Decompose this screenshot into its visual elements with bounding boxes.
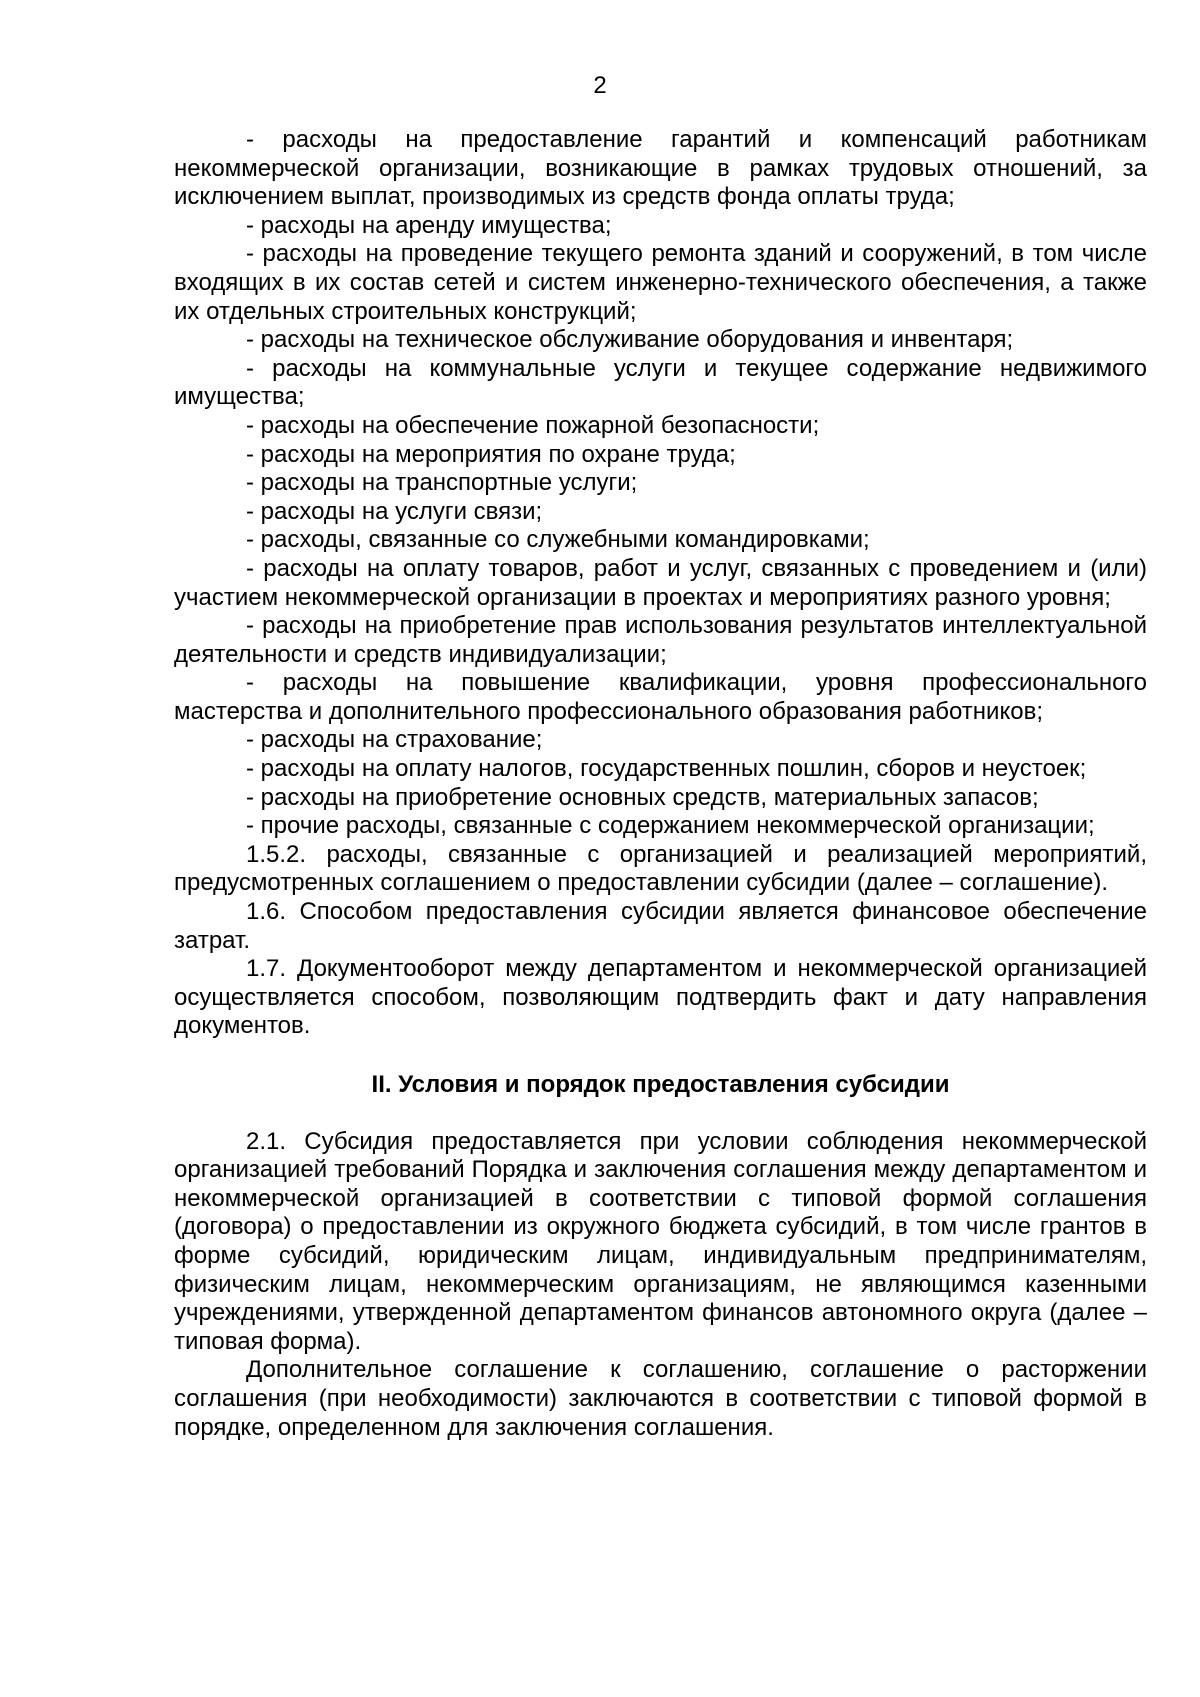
- paragraph: - расходы на транспортные услуги;: [246, 469, 638, 497]
- paragraph: 1.7. Документооборот между департаментом и некоммерческой организацией осуществляется способом, позволяющим подтвердить факт и дату направления документов.: [174, 955, 1147, 1040]
- paragraph: - расходы на приобретение прав использования результатов интеллектуальной деятельности и средств индивидуализации;: [174, 612, 1147, 668]
- page-number: 2: [593, 72, 607, 99]
- paragraph: - расходы на аренду имущества;: [246, 211, 612, 239]
- paragraph: - расходы на услуги связи;: [246, 497, 543, 525]
- paragraph: - расходы, связанные со служебными командировками;: [246, 526, 870, 554]
- paragraph: - расходы на страхование;: [246, 726, 543, 754]
- paragraph: 2.1. Субсидия предоставляется при условии соблюдения некоммерческой организацией требований Порядка и заключения соглашения между департаментом и некоммерческой организацией в соответствии с типовой формой соглашения (договора) о предоставлении из окружного бюджета субсидий, в том числе грантов в форме субсидий, юридическим лицам, индивидуальным предпринимателям, физическим лицам, некоммерческим организациям, не являющимся казенными учреждениями, утвержденной департаментом финансов автономного округа (далее – типовая форма).: [174, 1127, 1147, 1355]
- section-heading: II. Условия и порядок предоставления субсидии: [371, 1071, 950, 1098]
- paragraph: - расходы на предоставление гарантий и компенсаций работникам некоммерческой организации, возникающие в рамках трудовых отношений, за исключением выплат, производимых из средств фонда оплаты труда;: [174, 126, 1147, 211]
- paragraph: - расходы на проведение текущего ремонта зданий и сооружений, в том числе входящих в их состав сетей и систем инженерно-технического обеспечения, а также их отдельных строительных конструкций;: [174, 240, 1147, 325]
- paragraph: - расходы на оплату налогов, государственных пошлин, сборов и неустоек;: [246, 755, 1087, 783]
- paragraph: 1.6. Способом предоставления субсидии является финансовое обеспечение затрат.: [174, 898, 1147, 954]
- paragraph: - расходы на коммунальные услуги и текущее содержание недвижимого имущества;: [174, 354, 1147, 411]
- paragraph: - расходы на обеспечение пожарной безопасности;: [246, 411, 820, 439]
- paragraph: - расходы на оплату товаров, работ и услуг, связанных с проведением и (или) участием некоммерческой организации в проектах и мероприятиях разного уровня;: [174, 554, 1147, 611]
- paragraph: - расходы на мероприятия по охране труда;: [246, 440, 736, 468]
- paragraph: Дополнительное соглашение к соглашению, соглашение о расторжении соглашения (при необходимости) заключаются в соответствии с типовой формой в порядке, определенном для заключения соглашения.: [174, 1356, 1147, 1441]
- paragraph: - прочие расходы, связанные с содержанием некоммерческой организации;: [246, 812, 1095, 840]
- paragraph: 1.5.2. расходы, связанные с организацией и реализацией мероприятий, предусмотренных соглашением о предоставлении субсидии (далее – соглашение).: [174, 840, 1147, 897]
- paragraph: - расходы на приобретение основных средств, материальных запасов;: [246, 783, 1039, 811]
- document-body: [174, 126, 1147, 1442]
- paragraph: - расходы на повышение квалификации, уровня профессионального мастерства и дополнительного профессионального образования работников;: [174, 669, 1147, 725]
- paragraph: - расходы на техническое обслуживание оборудования и инвентаря;: [246, 326, 1014, 354]
